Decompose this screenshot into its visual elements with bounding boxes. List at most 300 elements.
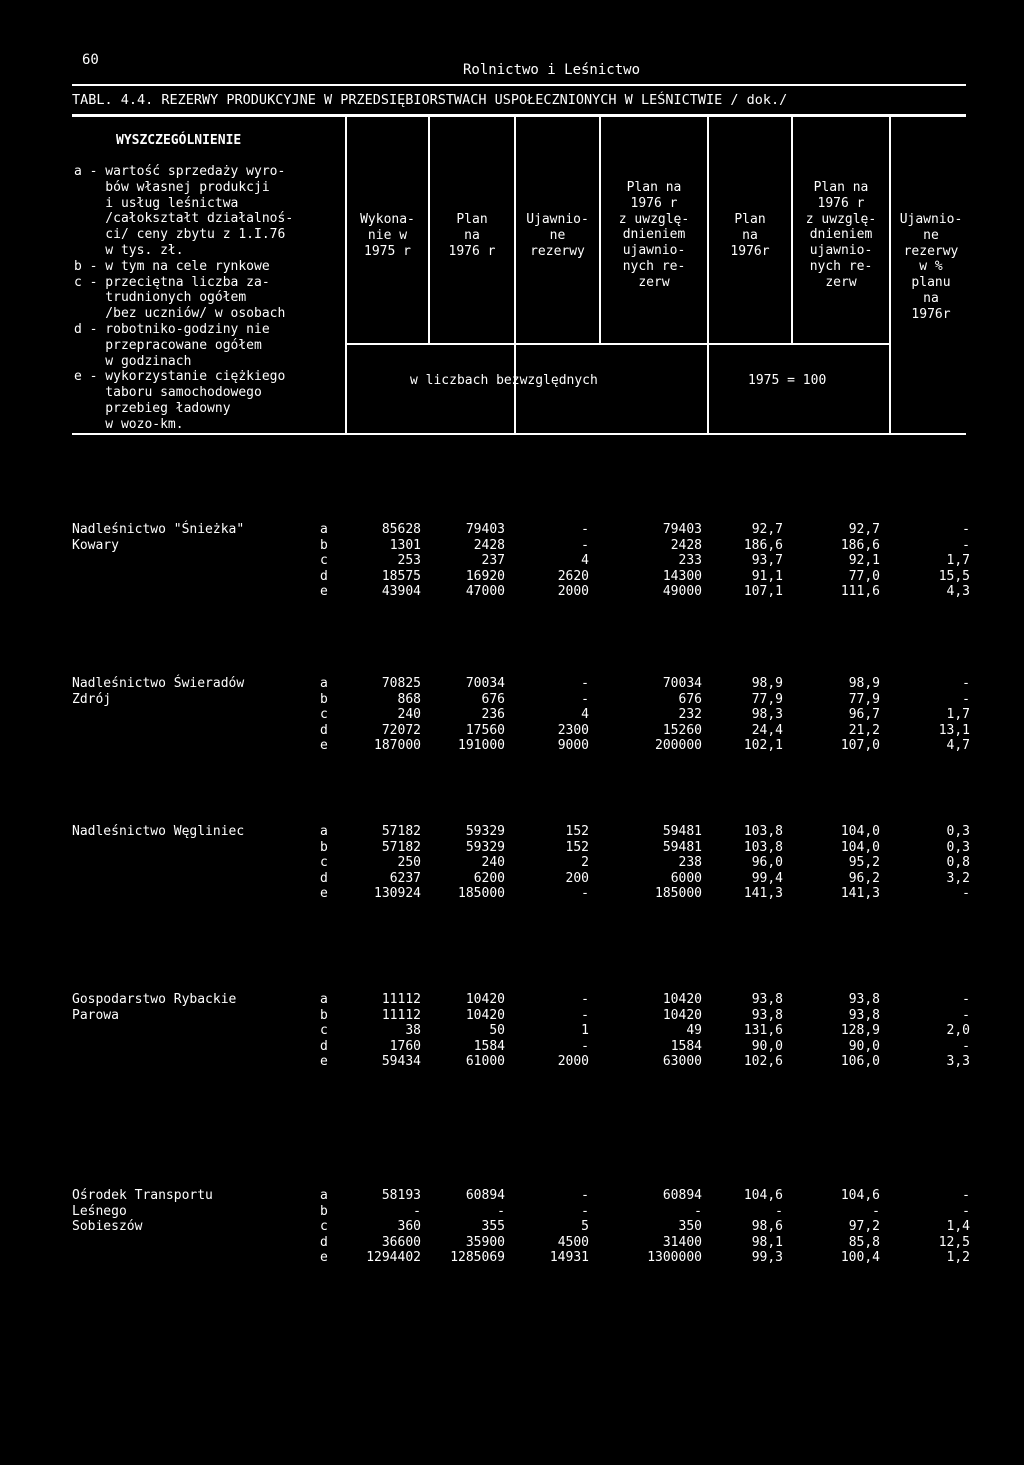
table-cell: 104,0	[840, 839, 880, 855]
table-cell: 0,3	[946, 839, 970, 855]
table-cell: 21,2	[848, 722, 880, 738]
table-cell: -	[581, 537, 589, 553]
table-cell: 0,3	[946, 824, 970, 839]
table-cell: 1,7	[946, 553, 970, 568]
column-plan-index	[703, 1188, 783, 1266]
table-cell: 107,0	[840, 738, 880, 753]
column-ujawnione	[509, 1188, 589, 1266]
row-letter: c	[320, 553, 328, 568]
column-header-line: ujawnio-	[809, 243, 873, 259]
table-cell: -	[581, 676, 589, 691]
table-cell: 6000	[670, 870, 702, 886]
column-plan-z-rezerwami-index	[800, 824, 880, 902]
table-cell: 250	[397, 855, 421, 870]
table-cell: 152	[565, 824, 589, 839]
table-cell: 128,9	[840, 1023, 880, 1038]
table-cell: 100,4	[840, 1250, 880, 1265]
column-header-line: Plan	[734, 212, 766, 227]
table-cell: 1294402	[366, 1250, 421, 1265]
table-cell: 98,3	[751, 707, 783, 722]
table-cell: 355	[481, 1219, 505, 1234]
column-header-plan-1976	[430, 212, 514, 259]
table-cell: -	[497, 1203, 505, 1219]
unit-name	[72, 1188, 213, 1235]
column-header-line: z uwzglę-	[805, 211, 877, 227]
table-cell: 12,5	[938, 1234, 970, 1250]
absolute-values-label: w liczbach bezwzględnych	[410, 373, 598, 388]
unit-name-line: Parowa	[72, 1007, 119, 1023]
table-cell: 130924	[374, 886, 421, 901]
row-letters	[320, 522, 328, 600]
row-letters	[320, 824, 328, 902]
table-cell: 187000	[374, 738, 421, 753]
unit-name-line: Nadleśnictwo Węgliniec	[72, 824, 245, 839]
column-header-line: nych re-	[809, 258, 873, 274]
table-cell: 5	[581, 1219, 589, 1234]
column-header-line: rezerwy	[530, 243, 585, 259]
table-cell: 85,8	[848, 1234, 880, 1250]
column-header-rezerwy-procent	[891, 212, 971, 323]
column-header-line: rezerwy	[903, 243, 959, 259]
row-letter: d	[320, 722, 328, 738]
row-letter: a	[320, 522, 328, 537]
table-cell: 96,2	[848, 870, 880, 886]
table-cell: 70825	[381, 676, 421, 691]
row-letter: c	[320, 1219, 328, 1234]
column-header-line: 1976 r	[448, 243, 496, 259]
table-cell: 238	[678, 855, 702, 870]
table-cell: 70034	[662, 676, 702, 691]
row-letters	[320, 992, 328, 1070]
table-cell: 38	[405, 1023, 421, 1038]
table-cell: 96,0	[751, 855, 783, 870]
column-header-line: zerw	[638, 274, 670, 290]
table-cell: 14300	[662, 568, 702, 584]
column-header-line: Plan na	[813, 180, 869, 195]
table-cell: 104,6	[840, 1188, 880, 1203]
table-cell: 3,2	[946, 870, 970, 886]
row-letter: d	[320, 1038, 328, 1054]
table-cell: -	[962, 1203, 970, 1219]
column-header-line: ne	[549, 227, 566, 243]
column-header-line: zerw	[825, 274, 857, 290]
table-cell: 49	[686, 1023, 702, 1038]
column-plan-z-rezerwami	[622, 676, 702, 754]
row-letter: d	[320, 568, 328, 584]
table-cell: 103,8	[743, 839, 783, 855]
column-header-line: 1976r	[911, 306, 951, 322]
column-ujawnione	[509, 676, 589, 754]
table-cell: 98,6	[751, 1219, 783, 1234]
column-header-plan-index	[709, 212, 791, 259]
row-letter: b	[320, 1203, 328, 1219]
table-cell: 58193	[381, 1188, 421, 1203]
table-cell: 2300	[557, 722, 589, 738]
table-cell: 50	[489, 1023, 505, 1038]
stub-line: i usług leśnictwa	[74, 195, 239, 211]
column-plan-z-rezerwami-index	[800, 992, 880, 1070]
column-plan-z-rezerwami	[622, 1188, 702, 1266]
table-cell: 1584	[473, 1038, 505, 1054]
table-cell: 2,0	[946, 1023, 970, 1038]
table-cell: 79403	[465, 522, 505, 537]
column-plan-index	[703, 824, 783, 902]
row-letters	[320, 676, 328, 754]
stub-line: d - robotniko-godziny nie	[74, 321, 270, 337]
table-cell: 141,3	[840, 886, 880, 901]
table-title: TABL. 4.4. REZERWY PRODUKCYJNE W PRZEDSIĘBIORSTWACH USPOŁECZNIONYCH W LEŚNICTWIE / dok./	[72, 92, 788, 108]
row-letter: c	[320, 855, 328, 870]
table-cell: 98,9	[848, 676, 880, 691]
column-header-line: nych re-	[622, 258, 686, 274]
table-cell: -	[962, 691, 970, 707]
row-letter: a	[320, 1188, 328, 1203]
table-cell: 59481	[662, 824, 702, 839]
table-cell: 104,0	[840, 824, 880, 839]
table-cell: 232	[678, 707, 702, 722]
table-cell: 77,0	[848, 568, 880, 584]
unit-name-line: Ośrodek Transportu	[72, 1188, 213, 1203]
unit-name	[72, 824, 244, 840]
unit-name-line: Nadleśnictwo "Śnieżka"	[72, 522, 245, 537]
table-cell: 4,7	[946, 738, 970, 753]
table-cell: 95,2	[848, 855, 880, 870]
table-cell: -	[872, 1203, 880, 1219]
column-header-line: nie w	[367, 227, 408, 243]
table-cell: 11112	[381, 1007, 421, 1023]
table-cell: 240	[397, 707, 421, 722]
row-letter: a	[320, 676, 328, 691]
table-cell: 85628	[381, 522, 421, 537]
table-cell: 2000	[557, 584, 589, 599]
table-cell: 59329	[465, 824, 505, 839]
row-letter: d	[320, 1234, 328, 1250]
column-header-line: dnieniem	[622, 227, 686, 243]
table-cell: 97,2	[848, 1219, 880, 1234]
column-plan-index	[703, 522, 783, 600]
table-cell: -	[962, 1007, 970, 1023]
stub-title: WYSZCZEGÓLNIENIE	[116, 133, 242, 148]
column-header-plan-z-rezerwami	[601, 180, 707, 291]
row-letter: e	[320, 584, 328, 599]
table-cell: 676	[481, 691, 505, 707]
table-cell: 16920	[465, 568, 505, 584]
row-letters	[320, 1188, 328, 1266]
table-cell: 60894	[662, 1188, 702, 1203]
column-rezerwy-procent	[890, 1188, 970, 1266]
column-plan-z-rezerwami	[622, 522, 702, 600]
page-number: 60	[82, 52, 99, 68]
table-cell: -	[581, 886, 589, 901]
table-cell: -	[962, 1038, 970, 1054]
table-cell: 152	[565, 839, 589, 855]
table-cell: 1,7	[946, 707, 970, 722]
table-cell: 2	[581, 855, 589, 870]
table-cell: 3,3	[946, 1054, 970, 1069]
column-plan	[425, 1188, 505, 1266]
table-cell: 49000	[662, 584, 702, 599]
table-cell: 0,8	[946, 855, 970, 870]
unit-name-line: Kowary	[72, 537, 119, 553]
table-cell: 237	[481, 553, 505, 568]
column-plan-index	[703, 676, 783, 754]
table-cell: 77,9	[751, 691, 783, 707]
table-cell: 676	[678, 691, 702, 707]
unit-name	[72, 992, 236, 1023]
table-cell: 9000	[557, 738, 589, 753]
table-cell: 186,6	[743, 537, 783, 553]
table-cell: -	[962, 1188, 970, 1203]
table-cell: 2428	[670, 537, 702, 553]
table-cell: 31400	[662, 1234, 702, 1250]
table-cell: 1584	[670, 1038, 702, 1054]
table-cell: 1300000	[647, 1250, 702, 1265]
table-cell: 93,7	[751, 553, 783, 568]
column-header-line: planu	[911, 275, 951, 291]
table-cell: 18575	[381, 568, 421, 584]
column-header-line: na	[923, 290, 939, 306]
column-header-line: 1976r	[730, 243, 770, 259]
unit-name-line: Gospodarstwo Rybackie	[72, 992, 237, 1007]
column-rezerwy-procent	[890, 992, 970, 1070]
stub-line: taboru samochodowego	[74, 385, 262, 401]
table-cell: 1760	[389, 1038, 421, 1054]
table-cell: 79403	[662, 522, 702, 537]
table-cell: 90,0	[751, 1038, 783, 1054]
table-cell: -	[775, 1203, 783, 1219]
table-cell: 57182	[381, 824, 421, 839]
table-cell: -	[962, 886, 970, 901]
column-rezerwy-procent	[890, 824, 970, 902]
table-cell: 1,2	[946, 1250, 970, 1265]
table-cell: 4500	[557, 1234, 589, 1250]
table-cell: -	[581, 522, 589, 537]
column-header-line: Ujawnio-	[899, 212, 963, 227]
table-cell: 185000	[458, 886, 505, 901]
stub-line: c - przeciętna liczba za-	[74, 274, 270, 290]
column-header-line: Plan na	[626, 180, 682, 195]
stub-line: przepracowane ogółem	[74, 337, 262, 353]
table-cell: 186,6	[840, 537, 880, 553]
table-cell: 24,4	[751, 722, 783, 738]
table-cell: 13,1	[938, 722, 970, 738]
column-header-line: dnieniem	[809, 227, 873, 243]
column-rezerwy-procent	[890, 676, 970, 754]
table-cell: 104,6	[743, 1188, 783, 1203]
column-wykonanie	[341, 676, 421, 754]
table-cell: 2428	[473, 537, 505, 553]
table-cell: 93,8	[751, 1007, 783, 1023]
table-cell: 92,1	[848, 553, 880, 568]
running-head: Rolnictwo i Leśnictwo	[463, 62, 641, 78]
table-cell: 6237	[389, 870, 421, 886]
row-letter: e	[320, 886, 328, 901]
column-header-line: 1976 r	[817, 195, 865, 211]
table-cell: 98,1	[751, 1234, 783, 1250]
column-plan	[425, 522, 505, 600]
table-cell: 93,8	[848, 992, 880, 1007]
table-cell: 47000	[465, 584, 505, 599]
table-cell: -	[581, 1188, 589, 1203]
table-cell: 59434	[381, 1054, 421, 1069]
table-cell: 236	[481, 707, 505, 722]
stub-line: przebieg ładowny	[74, 400, 231, 416]
row-letter: d	[320, 870, 328, 886]
table-cell: 200000	[655, 738, 702, 753]
column-header-line: 1975 r	[364, 243, 411, 259]
row-letter: b	[320, 691, 328, 707]
table-cell: 1	[581, 1023, 589, 1038]
column-plan-z-rezerwami-index	[800, 1188, 880, 1266]
column-plan-z-rezerwami-index	[800, 522, 880, 600]
row-letter: a	[320, 824, 328, 839]
table-cell: 10420	[465, 992, 505, 1007]
column-plan	[425, 824, 505, 902]
row-letter: c	[320, 1023, 328, 1038]
column-wykonanie	[341, 1188, 421, 1266]
column-header-wykonanie-1975	[347, 212, 428, 259]
table-cell: 99,4	[751, 870, 783, 886]
column-wykonanie	[341, 522, 421, 600]
table-cell: 350	[678, 1219, 702, 1234]
column-header-line: 1976 r	[630, 195, 678, 211]
table-cell: 98,9	[751, 676, 783, 691]
column-header-line: Ujawnio-	[526, 212, 589, 227]
column-ujawnione	[509, 824, 589, 902]
column-plan-z-rezerwami-index	[800, 676, 880, 754]
row-letter: e	[320, 738, 328, 753]
table-cell: 91,1	[751, 568, 783, 584]
column-header-line: Wykona-	[360, 212, 415, 227]
table-cell: 6200	[473, 870, 505, 886]
column-plan	[425, 676, 505, 754]
table-cell: -	[581, 1203, 589, 1219]
table-cell: 185000	[655, 886, 702, 901]
table-cell: -	[962, 676, 970, 691]
table-cell: 59481	[662, 839, 702, 855]
column-plan-z-rezerwami	[622, 824, 702, 902]
column-header-line: ujawnio-	[622, 243, 686, 259]
table-cell: 59329	[465, 839, 505, 855]
table-cell: 93,8	[751, 992, 783, 1007]
unit-name	[72, 676, 244, 707]
table-cell: 10420	[465, 1007, 505, 1023]
stub-line: bów własnej produkcji	[74, 179, 270, 195]
stub-line: b - w tym na cele rynkowe	[74, 258, 270, 274]
table-cell: 253	[397, 553, 421, 568]
column-plan-z-rezerwami	[622, 992, 702, 1070]
unit-name	[72, 522, 244, 553]
stub-line: w godzinach	[74, 353, 192, 369]
unit-name-line: Sobieszów	[72, 1219, 143, 1234]
stub-legend	[74, 164, 293, 433]
table-cell: 11112	[381, 992, 421, 1007]
table-cell: -	[962, 992, 970, 1007]
table-cell: -	[581, 691, 589, 707]
table-cell: -	[581, 992, 589, 1007]
table-cell: 107,1	[743, 584, 783, 599]
table-cell: 2620	[557, 568, 589, 584]
table-cell: -	[694, 1203, 702, 1219]
table-cell: 43904	[381, 584, 421, 599]
stub-line: trudnionych ogółem	[74, 290, 247, 306]
table-cell: 92,7	[751, 522, 783, 537]
table-cell: -	[962, 537, 970, 553]
table-cell: 36600	[381, 1234, 421, 1250]
table-cell: 77,9	[848, 691, 880, 707]
table-cell: 60894	[465, 1188, 505, 1203]
stub-line: a - wartość sprzedaży wyro-	[74, 164, 286, 179]
column-header-line: w %	[919, 259, 943, 275]
table-cell: 868	[397, 691, 421, 707]
column-plan	[425, 992, 505, 1070]
table-cell: 102,1	[743, 738, 783, 753]
row-letter: a	[320, 992, 328, 1007]
table-cell: 240	[481, 855, 505, 870]
stub-line: w tys. zł.	[74, 242, 184, 258]
table-cell: 17560	[465, 722, 505, 738]
column-header-line: ne	[923, 227, 939, 243]
table-cell: 15,5	[938, 568, 970, 584]
table-cell: 141,3	[743, 886, 783, 901]
table-cell: 233	[678, 553, 702, 568]
table-cell: 90,0	[848, 1038, 880, 1054]
column-header-line: Plan	[456, 212, 488, 227]
table-cell: 57182	[381, 839, 421, 855]
column-rezerwy-procent	[890, 522, 970, 600]
unit-name-line: Leśnego	[72, 1203, 127, 1219]
table-cell: 102,6	[743, 1054, 783, 1069]
table-cell: -	[413, 1203, 421, 1219]
table-cell: 103,8	[743, 824, 783, 839]
index-label: 1975 = 100	[748, 373, 827, 388]
table-cell: 191000	[458, 738, 505, 753]
row-letter: b	[320, 1007, 328, 1023]
column-ujawnione	[509, 992, 589, 1070]
column-header-plan-z-rezerwami-index	[793, 180, 889, 291]
table-cell: -	[962, 522, 970, 537]
table-cell: 4	[581, 553, 589, 568]
table-cell: 1285069	[450, 1250, 505, 1265]
column-header-line: na	[742, 227, 758, 243]
row-letter: e	[320, 1250, 328, 1265]
table-cell: 70034	[465, 676, 505, 691]
row-letter: c	[320, 707, 328, 722]
column-header-line: z uwzglę-	[618, 211, 690, 227]
table-cell: 4	[581, 707, 589, 722]
table-cell: 92,7	[848, 522, 880, 537]
column-ujawnione	[509, 522, 589, 600]
table-cell: 15260	[662, 722, 702, 738]
stub-line: /całokształt działalnoś-	[74, 211, 294, 227]
row-letter: e	[320, 1054, 328, 1069]
table-cell: 1,4	[946, 1219, 970, 1234]
table-cell: 200	[565, 870, 589, 886]
column-header-ujawnione-rezerwy	[516, 212, 599, 259]
stub-line: w wozo-km.	[74, 416, 184, 432]
table-cell: 111,6	[840, 584, 880, 599]
table-cell: 4,3	[946, 584, 970, 599]
table-cell: 72072	[381, 722, 421, 738]
unit-name-line: Nadleśnictwo Świeradów	[72, 676, 245, 691]
table-cell: 2000	[557, 1054, 589, 1069]
table-cell: 360	[397, 1219, 421, 1234]
table-cell: -	[581, 1007, 589, 1023]
row-letter: b	[320, 839, 328, 855]
table-cell: 99,3	[751, 1250, 783, 1265]
table-cell: 10420	[662, 1007, 702, 1023]
table-cell: -	[581, 1038, 589, 1054]
